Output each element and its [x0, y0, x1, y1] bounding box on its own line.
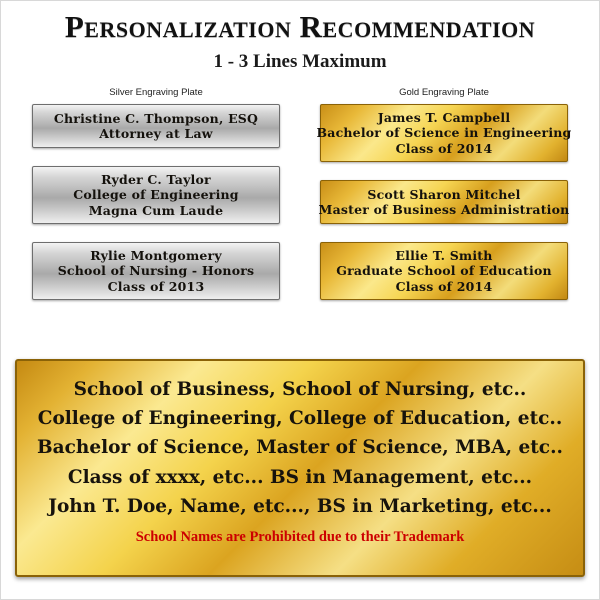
plate-line: Ellie T. Smith [395, 248, 493, 264]
plate-line: Christine C. Thompson, ESQ [53, 110, 259, 126]
page-title: Personalization Recommendation [64, 9, 536, 44]
column-gold [316, 87, 572, 318]
plate-silver-1 [32, 104, 280, 148]
banner-line: Class of xxxx, etc... BS in Management, etc... [67, 466, 533, 488]
banner-line: John T. Doe, Name, etc..., BS in Marketing, etc... [48, 495, 552, 517]
plate-silver-3 [32, 242, 280, 300]
plate-line: Class of 2013 [107, 278, 205, 294]
plate-line: College of Engineering [73, 187, 239, 203]
plate-line: Bachelor of Science in Engineering [316, 125, 572, 141]
plate-gold-1 [316, 104, 572, 162]
plate-line: Rylie Montgomery [90, 248, 222, 264]
column-silver [32, 87, 280, 318]
trademark-warning: School Names are Prohibited due to their Trademark [135, 529, 465, 546]
column-caption-silver: Silver Engraving Plate [109, 87, 203, 98]
plate-line: Scott Sharon Mitchel [367, 186, 521, 202]
plate-line: Class of 2014 [395, 140, 493, 156]
column-caption-gold: Gold Engraving Plate [399, 87, 489, 98]
banner-line: Bachelor of Science, Master of Science, MBA, etc.. [37, 437, 563, 459]
plate-columns [1, 87, 599, 318]
examples-banner [15, 359, 585, 577]
plate-line: Class of 2014 [395, 278, 493, 294]
plate-silver-2 [32, 166, 280, 224]
banner-line: School of Business, School of Nursing, etc.. [73, 379, 527, 400]
banner-line: College of Engineering, College of Education, etc.. [37, 408, 563, 430]
plate-line: Master of Business Administration [318, 202, 570, 217]
plate-line: School of Nursing - Honors [57, 263, 255, 279]
plate-line: Attorney at Law [99, 126, 213, 141]
page-subtitle: 1 - 3 Lines Maximum [213, 51, 387, 72]
plate-gold-3 [320, 242, 568, 300]
plate-line: Ryder C. Taylor [101, 172, 211, 188]
plate-gold-2 [320, 180, 568, 224]
plate-line: James T. Campbell [377, 110, 511, 126]
plate-line: Graduate School of Education [336, 263, 552, 279]
plate-line: Magna Cum Laude [88, 202, 224, 218]
